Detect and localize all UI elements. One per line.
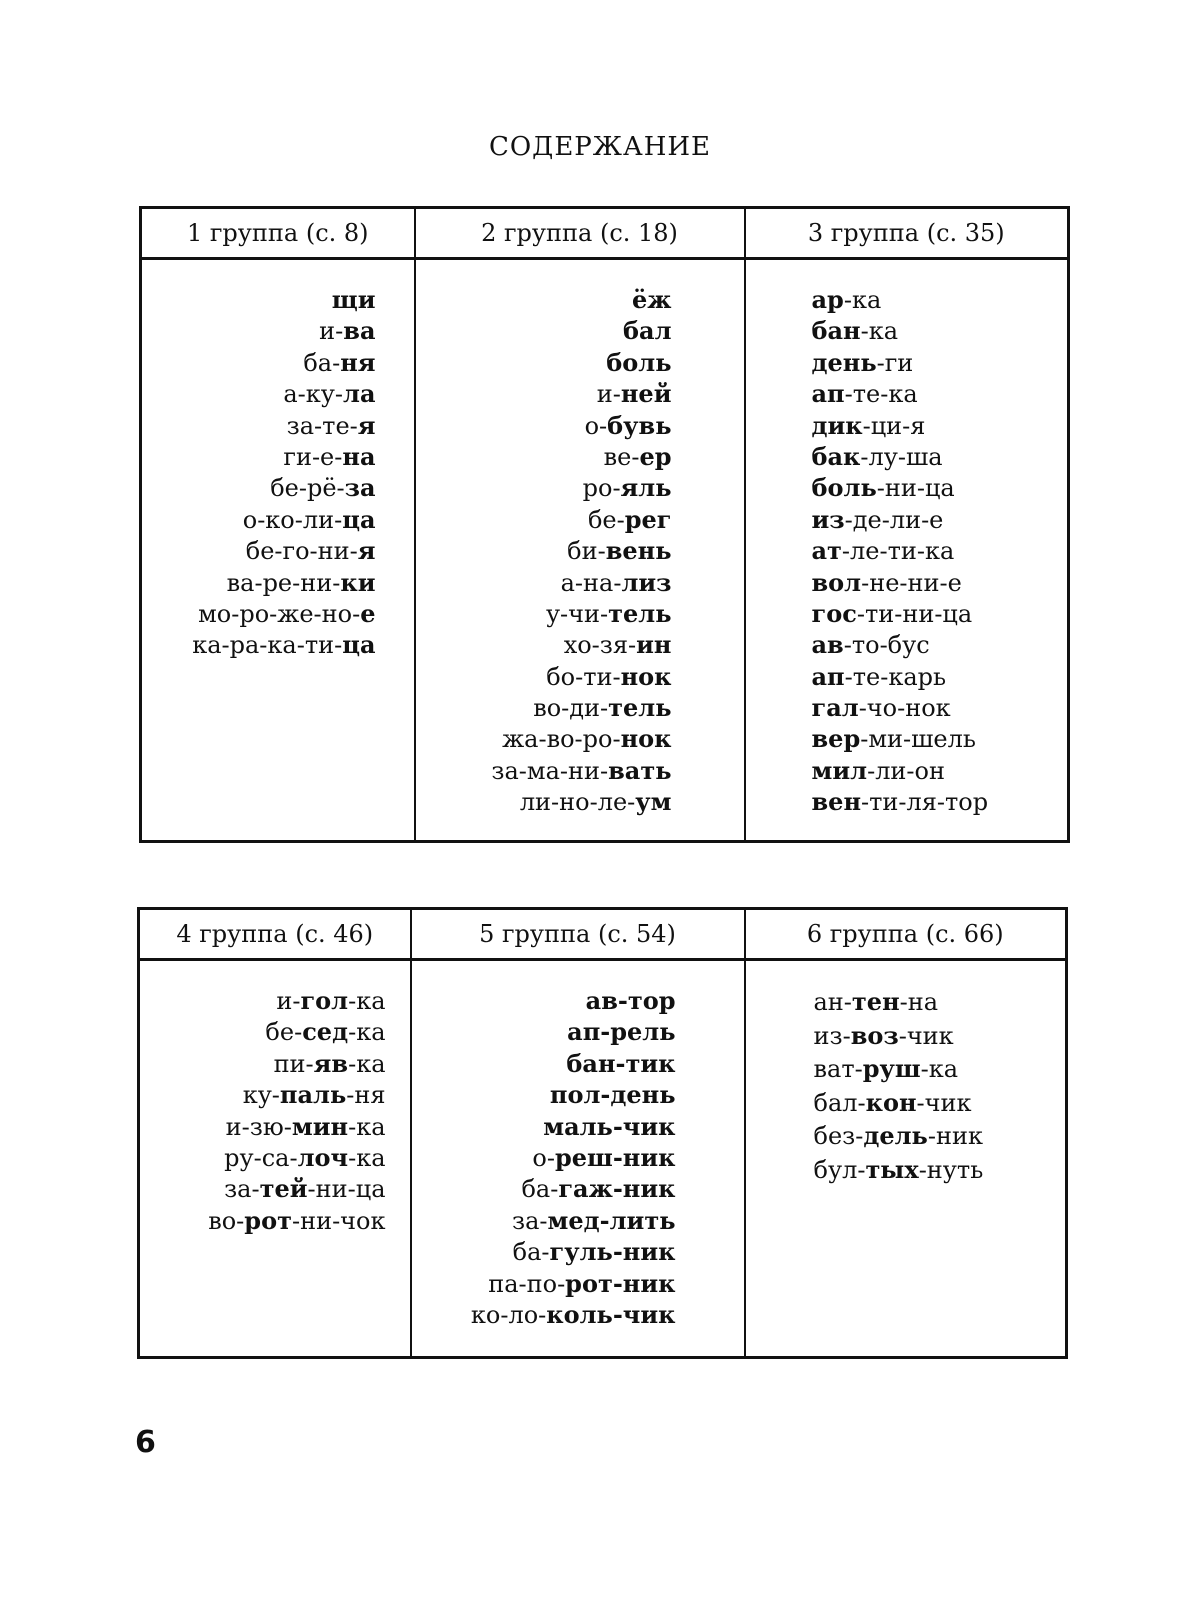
syllable: -ня [346,1081,386,1110]
syllable: -чик [898,1021,954,1050]
page-number: 6 [135,1425,156,1460]
syllable: -те-карь [844,662,947,691]
word-item [412,985,676,1016]
stressed-syllable: ёж [631,285,672,314]
group-header: 2 группа (с. 18) [415,208,745,259]
word-item [812,567,1068,598]
word-item [812,629,1068,660]
group-header: 4 группа (с. 46) [139,909,411,960]
group-header: 3 группа (с. 35) [745,208,1069,259]
syllable: -ка [348,1049,386,1078]
word-item [416,504,672,535]
word-item [814,1019,1066,1053]
word-item [142,629,376,660]
stressed-syllable: бувь [607,410,672,440]
syllable: ли-но-ле- [519,788,636,817]
stressed-syllable: ап [811,379,845,409]
syllable: -те-ка [844,380,918,409]
syllable: ба- [303,348,341,377]
word-item [412,1142,676,1173]
syllable: и- [319,317,344,346]
word-item [416,284,672,315]
word-item [416,535,672,566]
stressed-syllable: ав-тор [585,986,676,1015]
word-item [416,378,672,409]
stressed-syllable: тен [851,987,900,1016]
syllable: -ле-ти-ка [841,537,955,566]
word-item [412,1299,676,1330]
stressed-syllable: нок [620,724,672,754]
syllable: ват- [813,1055,863,1084]
word-item [142,598,376,629]
stressed-syllable: на [342,441,376,471]
syllable: -ни-чок [291,1206,386,1235]
word-list [746,284,1068,818]
stressed-syllable: ап-рель [567,1017,676,1047]
word-item [812,410,1068,441]
syllable: а-ку- [283,380,344,409]
syllable: -ка [348,1018,386,1047]
stressed-syllable: мин [291,1111,349,1141]
syllable: ба- [521,1175,559,1204]
syllable: о-ко-ли- [242,505,343,534]
word-item [140,1016,386,1047]
stressed-syllable: лиз [621,567,672,597]
syllable: мо-ро-же-но- [198,599,361,628]
word-item [142,535,376,566]
group-header: 5 группа (с. 54) [411,909,745,960]
syllable: -чо-нок [858,694,951,723]
syllable: -ги [876,348,914,377]
word-list [142,284,414,661]
syllable: из- [813,1021,851,1050]
syllable: о- [532,1143,555,1172]
syllable: -лу-ша [860,442,943,471]
syllable: -не-ни-е [861,568,962,597]
stressed-syllable: кон [865,1087,917,1117]
word-item [416,567,672,598]
syllable: бе-го-ни- [245,537,358,566]
syllable: ва-ре-ни- [226,568,341,597]
word-item [416,441,672,472]
stressed-syllable: вер [811,724,861,754]
stressed-syllable: бак [811,441,861,471]
word-item [142,441,376,472]
word-item [140,1111,386,1142]
word-item [812,755,1068,786]
word-item [812,692,1068,723]
stressed-syllable: бал [623,316,672,346]
word-item [416,692,672,723]
stressed-syllable: паль [279,1080,347,1110]
group-cell [745,259,1069,842]
stressed-syllable: рот [244,1205,292,1235]
word-item [812,504,1068,535]
syllable: во-ди- [533,694,609,723]
stressed-syllable: ва [343,316,376,346]
word-item [140,1048,386,1079]
syllable: -де-ли-е [844,505,944,534]
word-item [140,1173,386,1204]
syllable: бе-рё- [270,474,345,503]
syllable: ан- [813,988,852,1016]
stressed-syllable: ер [639,441,672,471]
groups-table-top [139,206,1070,843]
word-item [412,1016,676,1047]
word-item [140,1079,386,1110]
stressed-syllable: из [811,504,845,534]
syllable: пи- [273,1049,314,1078]
syllable: ку- [242,1081,280,1110]
word-item [812,284,1068,315]
group-cell [411,960,745,1358]
syllable: о- [584,411,608,440]
stressed-syllable: боль [606,347,672,377]
stressed-syllable: вать [608,755,672,785]
word-item [812,786,1068,817]
word-item [142,504,376,535]
stressed-syllable: вол [811,567,862,597]
word-item [812,598,1068,629]
word-item [142,567,376,598]
syllable: -ка [348,987,386,1015]
groups-table-bottom [137,907,1068,1359]
stressed-syllable: ца [342,630,376,660]
syllable: за- [512,1206,548,1235]
stressed-syllable: пол-день [549,1080,676,1110]
word-item [416,723,672,754]
word-item [416,315,672,346]
stressed-syllable: лоч [297,1142,349,1172]
word-item [142,472,376,503]
syllable: жа-во-ро- [502,725,621,754]
stressed-syllable: коль-чик [546,1299,676,1329]
stressed-syllable: за [344,473,376,503]
word-item [412,1111,676,1142]
word-item [412,1048,676,1079]
stressed-syllable: е [360,598,376,628]
word-item [142,284,376,315]
stressed-syllable: тей [259,1174,308,1204]
stressed-syllable: яль [620,473,672,503]
syllable: ру-са- [224,1143,298,1172]
group-header: 1 группа (с. 8) [141,208,415,259]
syllable: -ни-ца [307,1175,386,1204]
word-item [812,535,1068,566]
stressed-syllable: дель [863,1121,928,1151]
syllable: у-чи- [545,599,609,628]
word-item [416,598,672,629]
syllable: -ни-ца [876,474,955,503]
syllable: ги-е- [283,442,343,471]
word-item [142,315,376,346]
stressed-syllable: дик [811,410,863,440]
group-cell [141,259,415,842]
stressed-syllable: руш [862,1054,921,1084]
stressed-syllable: ки [340,567,376,597]
stressed-syllable: мил [811,755,868,785]
word-item [412,1268,676,1299]
syllable: и-зю- [225,1112,292,1141]
word-item [814,1119,1066,1153]
word-list [746,985,1066,1187]
word-item [142,410,376,441]
word-item [812,661,1068,692]
stressed-syllable: вень [605,536,672,566]
syllable: бул- [813,1155,866,1184]
word-item [140,985,386,1016]
word-item [814,985,1066,1019]
stressed-syllable: ум [635,787,672,817]
syllable: -ти-ля-тор [861,788,989,817]
syllable: -ка [348,1112,386,1141]
word-list [412,985,744,1330]
stressed-syllable: ав [811,630,844,660]
stressed-syllable: ин [636,630,672,660]
syllable: -ли-он [867,756,945,785]
stressed-syllable: вен [811,787,862,817]
stressed-syllable: тель [608,693,672,723]
stressed-syllable: ар [811,285,844,314]
word-item [412,1079,676,1110]
word-list [416,284,744,818]
word-item [416,786,672,817]
word-item [416,347,672,378]
stressed-syllable: рег [624,504,672,534]
syllable: бал- [813,1088,866,1117]
syllable: ба- [512,1238,550,1267]
syllable: ка-ра-ка-ти- [192,631,343,660]
syllable: ко-ло- [470,1300,547,1329]
syllable: бе- [265,1018,303,1047]
word-item [416,755,672,786]
syllable: -ка [348,1143,386,1172]
word-item [416,661,672,692]
stressed-syllable: ня [340,347,376,377]
syllable: -ка [843,286,882,314]
stressed-syllable: боль [811,473,877,503]
syllable: за-ма-ни- [491,756,609,785]
word-item [814,1086,1066,1120]
stressed-syllable: день [811,347,877,377]
syllable: -нуть [918,1155,984,1184]
stressed-syllable: ап [811,661,845,691]
word-item [812,378,1068,409]
word-item [412,1173,676,1204]
syllable: -ти-ни-ца [856,599,973,628]
group-cell [139,960,411,1358]
stressed-syllable: щи [331,285,376,314]
syllable: -ми-шель [860,725,976,754]
syllable: хо-зя- [563,631,637,660]
syllable: -ка [860,317,899,346]
syllable: -чик [916,1088,972,1117]
stressed-syllable: мед-лить [547,1205,676,1235]
syllable: и- [276,987,301,1015]
syllable: без- [813,1122,864,1151]
word-item [812,472,1068,503]
stressed-syllable: сед [302,1017,349,1047]
group-cell [415,259,745,842]
word-item [412,1236,676,1267]
stressed-syllable: я [357,536,376,566]
stressed-syllable: бан [811,316,861,346]
syllable: во- [208,1206,245,1235]
word-item [812,723,1068,754]
stressed-syllable: гал [811,693,859,723]
word-item [140,1205,386,1236]
stressed-syllable: гос [811,598,857,628]
stressed-syllable: гаж-ник [558,1174,676,1204]
word-item [416,472,672,503]
page-title: СОДЕРЖАНИЕ [488,132,712,162]
stressed-syllable: ла [343,379,376,409]
syllable: а-на- [560,568,622,597]
word-item [814,1052,1066,1086]
syllable: за-те- [286,411,358,440]
word-item [140,1142,386,1173]
word-item [812,441,1068,472]
stressed-syllable: воз [850,1020,899,1050]
group-header: 6 группа (с. 66) [745,909,1067,960]
stressed-syllable: яв [313,1048,349,1078]
stressed-syllable: я [357,410,376,440]
syllable: -ка [920,1055,959,1084]
syllable: и- [596,380,621,409]
stressed-syllable: бан-тик [566,1048,676,1078]
word-list [140,985,410,1236]
word-item [412,1205,676,1236]
group-cell [745,960,1067,1358]
stressed-syllable: тель [608,598,672,628]
syllable: за- [224,1175,260,1204]
word-item [416,629,672,660]
syllable: би- [567,537,606,566]
word-item [416,410,672,441]
word-item [142,378,376,409]
syllable: -на [899,988,939,1016]
syllable: -ник [927,1122,983,1151]
stressed-syllable: ат [811,536,842,566]
stressed-syllable: реш-ник [554,1142,676,1172]
syllable: -то-бус [843,631,930,660]
stressed-syllable: тых [865,1154,919,1184]
syllable: -ци-я [862,411,926,440]
stressed-syllable: рот-ник [565,1268,676,1298]
word-item [812,347,1068,378]
stressed-syllable: гуль-ник [549,1237,676,1267]
stressed-syllable: ца [342,504,376,534]
syllable: бе- [587,505,625,534]
word-item [142,347,376,378]
syllable: бо-ти- [546,662,621,691]
word-item [812,315,1068,346]
stressed-syllable: нок [620,661,672,691]
stressed-syllable: маль-чик [543,1111,676,1141]
syllable: ро- [582,474,621,503]
syllable: па-по- [488,1269,566,1298]
stressed-syllable: ней [620,379,672,409]
syllable: ве- [603,442,640,471]
word-item [814,1153,1066,1187]
stressed-syllable: гол [300,986,349,1015]
